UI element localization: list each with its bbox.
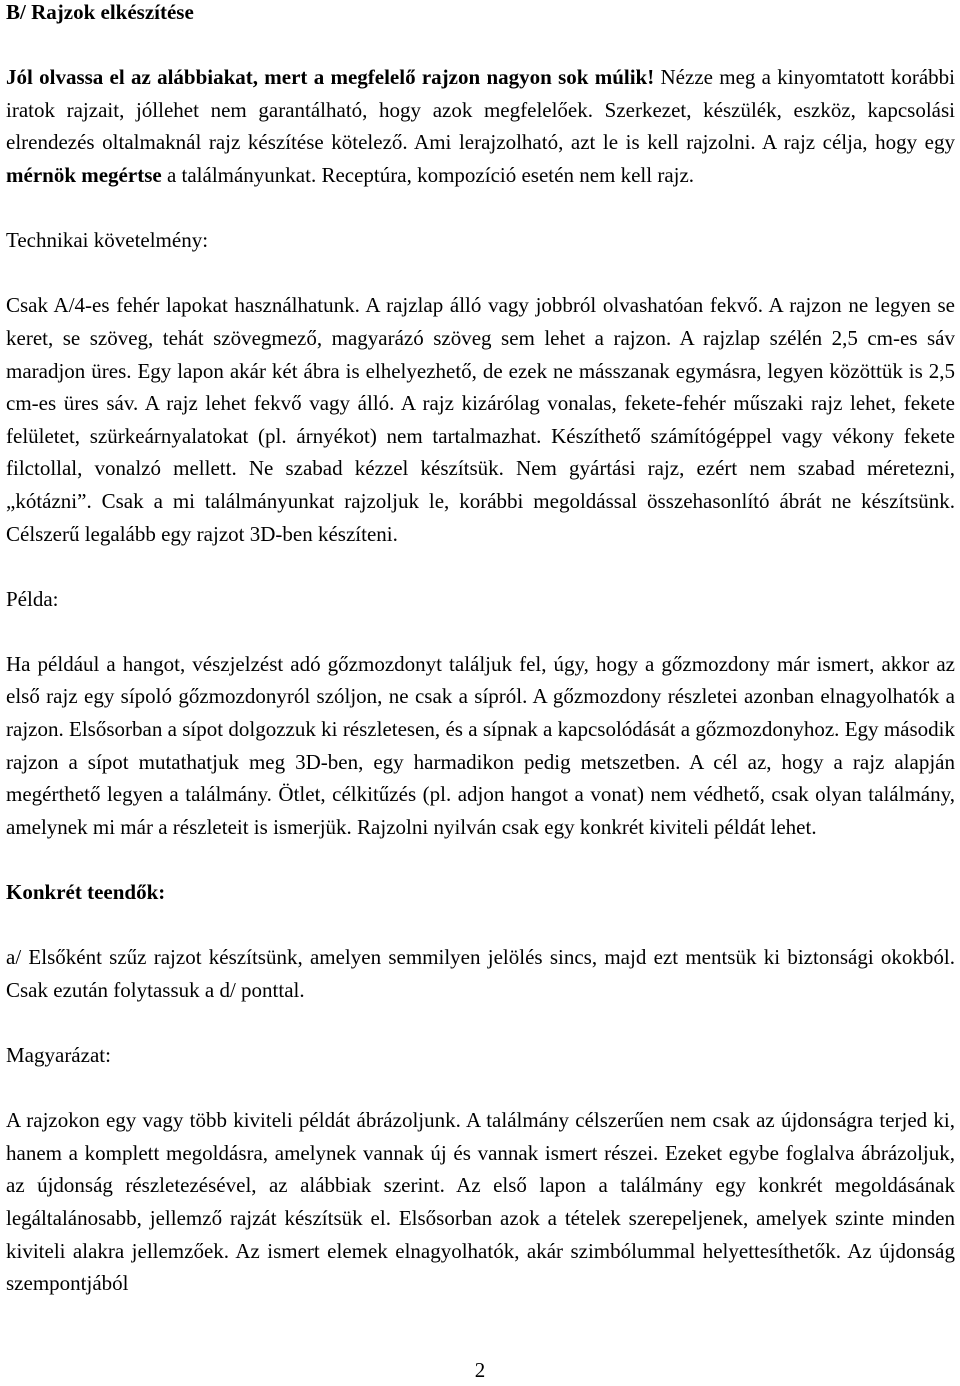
task-item-a: a/ Elsőként szűz rajzot készítsünk, amelyen semmilyen jelölés sincs, majd ezt mentsük ki biztonsági okokból. Csak ezután folytassuk a d/ ponttal.: [6, 945, 955, 1002]
tasks-label: Konkrét teendők:: [6, 880, 166, 905]
page-number: 2: [474, 1358, 486, 1382]
explanation-paragraph: A rajzokon egy vagy több kiviteli példát ábrázoljunk. A találmány célszerűen nem csak az újdonságra terjed ki, hanem a komplett megoldásra, amelynek vannak új és vannak ismert részei. Ezeket egybe foglalva ábrázoljuk, az újdonság részletezésével, az alábbiak szerint. Az első lapon a találmány egy konkrét megoldásának legáltalánosabb, jellemző rajzát készítsük el. Elsősorban azok a tételek szerepeljenek, amelyek szinte minden kiviteli alakra jellemzőek. Az ismert elemek elnagyolhatók, akár szimbólummal helyettesíthetők. Az újdonság szempontjából: [6, 1108, 955, 1296]
document-page: [6, 0, 955, 1300]
intro-bold-mid: mérnök megértse: [6, 162, 162, 187]
explanation-label: Magyarázat:: [6, 1043, 111, 1067]
intro-paragraph: [6, 61, 955, 191]
intro-bold-lead: Jól olvassa el az alábbiakat, mert a megfelelő rajzon nagyon sok múlik!: [6, 65, 655, 90]
technical-paragraph: Csak A/4-es fehér lapokat használhatunk. A rajzlap álló vagy jobbról olvashatóan fekvő. A rajzon ne legyen se keret, se szöveg, tehát szövegmező, magyarázó szöveg sem lehet a rajzon. A rajzlap szélén 2,5 cm-es sáv maradjon üres. Egy lapon akár két ábra is elhelyezhető, de ezek ne másszanak egymásra, legyen közöttük is 2,5 cm-es üres sáv. A rajz lehet fekvő vagy álló. A rajz kizárólag vonalas, fekete-fehér műszaki rajz lehet, fekete felületet, szürkeárnyalatokat (pl. árnyékot) nem tartalmazhat. Készíthető számítógéppel vagy vékony fekete filctollal, vonalzó mellett. Ne szabad kézzel készítsük. Nem gyártási rajz, ezért nem szabad méretezni, „kótázni”. Csak a mi találmányunkat rajzoljuk le, korábbi megoldással összehasonlító ábrát ne készítsünk. Célszerű legalább egy rajzot 3D-ben készíteni.: [6, 293, 955, 546]
intro-text-2: a találmányunkat. Receptúra, kompozíció esetén nem kell rajz.: [161, 162, 695, 187]
example-label: Példa:: [6, 586, 59, 611]
technical-label: Technikai követelmény:: [6, 228, 209, 253]
intro-text-1: Nézze meg a kinyomtatott korábbi iratok rajzait, jóllehet nem garantálható, hogy azok megfelelőek. Szerkezet, készülék, eszköz, kapcsolási elrendezés oltalmaknál rajz készítése kötelező. Ami lerajzolható, azt le is kell rajzolni. A rajz célja, hogy egy: [6, 65, 955, 155]
section-title: B/ Rajzok elkészítése: [6, 0, 194, 24]
example-paragraph: Ha például a hangot, vészjelzést adó gőzmozdonyt találjuk fel, úgy, hogy a gőzmozdony már ismert, akkor az első rajz egy sípoló gőzmozdonyról szóljon, ne csak a sípról. A gőzmozdony részletei azonban elnagyolhatók a rajzon. Elsősorban a sípot dolgozzuk ki részletesen, és a sípnak a kapcsolódását a gőzmozdonyhoz. Egy második rajzon a sípot mutathatjuk meg 3D-ben, egy harmadikon pedig metszetben. A cél az, hogy a rajz alapján megérthető legyen a találmány. Ötlet, célkitűzés (pl. adjon hangot a vonat) nem védhető, csak olyan találmány, amelynek mi már a részleteit is ismerjük. Rajzolni nyilván csak egy konkrét kiviteli példát lehet.: [6, 651, 955, 839]
